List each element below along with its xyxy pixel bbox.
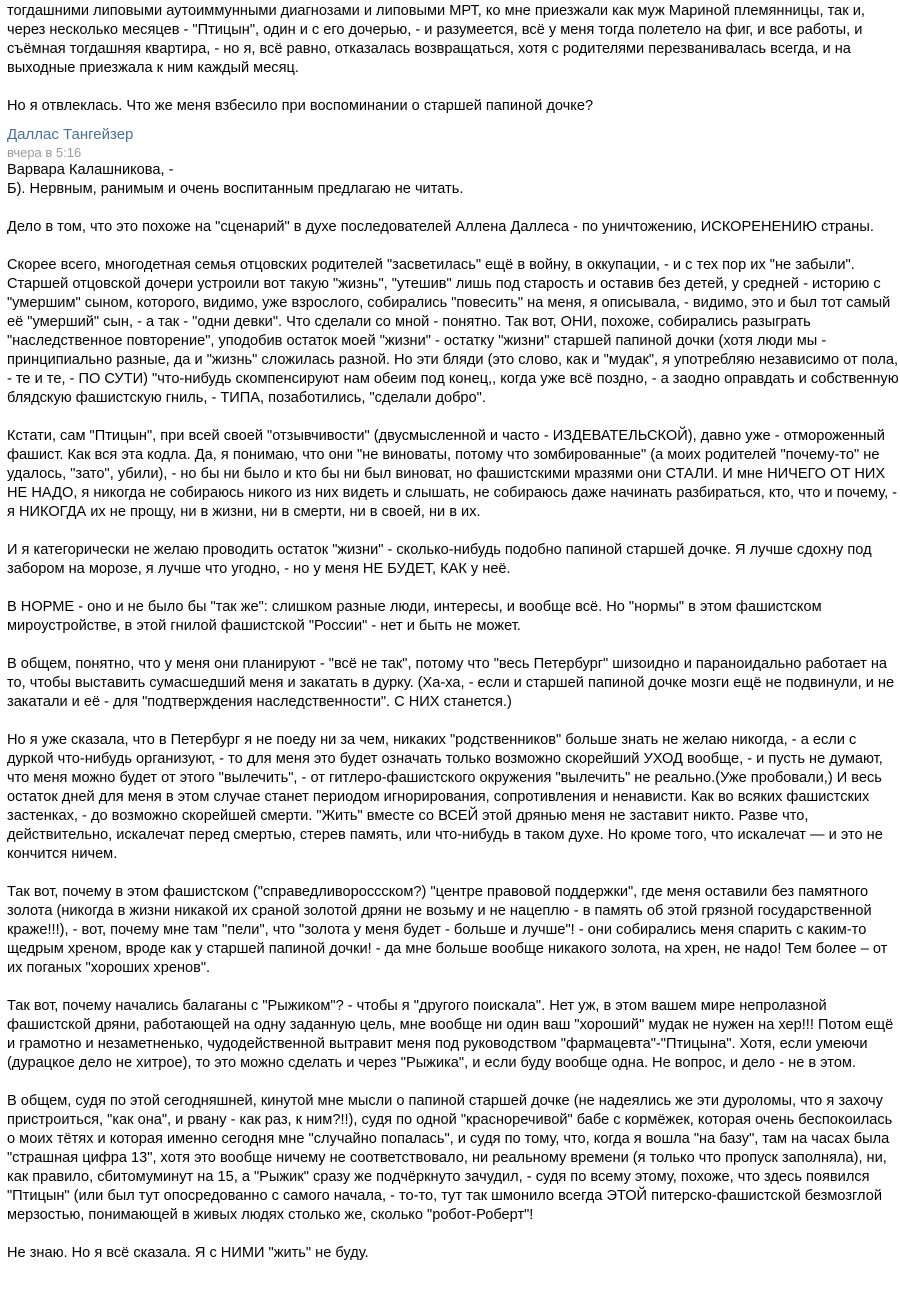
comment-paragraph: Дело в том, что это похоже на "сценарий" в духе последователей Аллена Даллеса - по уничтожению, ИСКОРЕНЕНИЮ страны. xyxy=(7,219,874,235)
comment-header xyxy=(7,125,900,161)
comment-paragraph: Кстати, сам "Птицын", при всей своей "отзывчивости" (двусмысленной и часто - ИЗДЕВАТЕЛЬСКОЙ), давно уже - отмороженный фашист. Как вся эта кодла. Да, я понимаю, что они "не виноваты, потому что зомбированные" (а моих родителей "почему-то" не удалось, "зато", убили), - но бы ни было и кто бы ни был виноват, но фашистскими мразями они СТАЛИ. И мне НИЧЕГО ОТ НИХ НЕ НАДО, я никогда не собираюсь никого из них видеть и слышать, не собираюсь даже начинать разбираться, кто, что и почему, - я НИКОГДА их не прощу, ни в жизни, ни в смерти, ни в своей, ни в их. xyxy=(7,428,898,520)
comment-paragraph: Так вот, почему в этом фашистском ("справедливороссском?) "центре правовой поддержки", где меня оставили без памятного золота (никогда в жизни никакой их сраной золотой дряни не возьму и не нацеплю - в память об этой грязной государственной краже!!!), - вот, почему мне там "пели", что "золота у меня будет - больше и лучше"! - они собирались меня спарить с каким-то щедрым хреном, вроде как у старшей папиной дочки! - да мне больше вообще никакого золота, на хрен, не надо! Тем более – от их поганых "хороших хренов". xyxy=(7,884,888,976)
comment-paragraph: В общем, понятно, что у меня они планируют - "всё не так", потому что "весь Петербург" шизоидно и параноидально работает на то, чтобы выставить сумасшедший меня и закатать в дурку. (Ха-ха, - если и старшей папиной дочке мозги ещё не подвинули, и не закатали и её - для "подтверждения наследственности". С НИХ станется.) xyxy=(7,656,895,710)
comment-paragraph: В общем, судя по этой сегодняшней, кинутой мне мысли о папиной старшей дочке (не надеялись же эти дуроломы, что я захочу пристроиться, "как она", и рвану - как раз, к ним?!!), судя по одной "красноречивой" бабе с кормёжек, которая очень беспокоилась о моих тётях и которая именно сегодня мне "случайно попалась", и судя по тому, что, когда я вошла "на базу", там на часах была "страшная цифра 13", хотя это вообще ничему не соответствовало, ни реальному времени (я только что пропуск заполняла), ни, как правило, сбитомуминут на 15, а "Рыжик" сразу же подчёркнуто зачудил, - судя по всему этому, похоже, что здесь появился "Птицын" (или был тут опосредованно с самого начала, - то-то, тут так шмонило всегда ЭТОЙ питерско-фашистской безмозглой мерзостью, понимающей в живых людях столько же, сколько "робот-Роберт"! xyxy=(7,1093,893,1223)
comment-paragraph: И я категорически не желаю проводить остаток "жизни" - сколько-нибудь подобно папиной старшей дочке. Я лучше сдохну под забором на морозе, я лучше что угодно, - но у меня НЕ БУДЕТ, КАК у неё. xyxy=(7,542,872,577)
intro-question: Но я отвлеклась. Что же меня взбесило при воспоминании о старшей папиной дочке? xyxy=(7,98,594,114)
comment-paragraph: Варвара Калашникова, - Б). Нервным, ранимым и очень воспитанным предлагаю не читать. xyxy=(7,162,464,197)
comment-paragraph: Так вот, почему начались балаганы с "Рыжиком"? - чтобы я "другого поискала". Нет уж, в этом вашем мире непролазной фашистской дряни, работающей на одну заданную цель, мне вообще ни один ваш "хороший" мудак не нужен на хер!!! Потом ещё и грамотно и незаметненько, чудодейственной вытравит меня под руководством "фармацевта"-"Птицына". Хотя, если умеючи (дурацкое дело не хитрое), то это можно сделать и через "Рыжика", и если буду вообще одна. Не вопрос, и дело - не в этом. xyxy=(7,998,894,1071)
comment-paragraph: В НОРМЕ - оно и не было бы "так же": слишком разные люди, интересы, и вообще всё. Но "нормы" в этом фашистском мироустройстве, в этой гнилой фашистской "России" - нет и быть не может. xyxy=(7,599,822,634)
comment-body xyxy=(7,161,900,1263)
intro-paragraph: тогдашними липовыми аутоиммунными диагнозами и липовыми МРТ, ко мне приезжали как муж Мариной племянницы, так и, через несколько месяцев - "Птицын", один и с его дочерью, - и разумеется, всё у меня тогда полетело на фиг, и все работы, и съёмная тогдашняя квартира, - но я, всё равно, отказалась возвращаться, хотя с родителями перезванивалась всегда, и на выходные приезжала к ним каждый месяц. xyxy=(7,3,865,76)
comment-paragraph: Скорее всего, многодетная семья отцовских родителей "засветилась" ещё в войну, в оккупации, - и с тех пор их "не забыли". Старшей отцовской дочери устроили вот такую "жизнь", "утешив" лишь под старость и оставив без детей, у средней - историю с "умершим" сыном, которого, видимо, уже взрослого, собирались "повесить" на меня, я описывала, - видимо, это и был тот самый её "умерший" сын, - а так - "одни девки". Что сделали со мной - понятно. Так вот, ОНИ, похоже, собирались разыграть "наследственное повторение", уподобив остаток моей "жизни" - остатку "жизни" старшей папиной дочки (хотя люди мы - принципиально разные, да и "жизнь" сложилась разной. Но эти бляди (это слово, как и "мудак", я употребляю независимо от пола, - те и те, - ПО СУТИ) "что-нибудь скомпенсируют нам обеим под конец,, когда уже всё поздно, - а заодно оправдать и собственную блядскую фашистскую гниль, - ТИПА, позаботились, "сделали добро". xyxy=(7,257,899,406)
comment-author-link[interactable]: Даллас Тангейзер xyxy=(7,126,134,143)
comment-paragraph: Но я уже сказала, что в Петербург я не поеду ни за чем, никаких "родственников" больше знать не желаю никогда, - а если с дуркой что-нибудь организуют, - то для меня это будет означать только возможно скорейший УХОД вообще, - и пусть не думают, что меня можно будет от этого "вылечить", - от гитлеро-фашистского окружения "вылечить" не реально.(Уже пробовали,) И весь остаток дней для меня в этом случае станет периодом игнорирования, сопротивления и ненависти. Как во всяких фашистских застенках, - до возможно скорейшей смерти. "Жить" вместе со ВСЕЙ этой дрянью меня не заставит никто. Разве что, действительно, искалечат перед смертью, стерев память, или что-нибудь в таком духе. Но кроме того, что искалечат — и это не кончится ничем. xyxy=(7,732,883,862)
comment-paragraph: Не знаю. Но я всё сказала. Я с НИМИ "жить" не буду. xyxy=(7,1245,369,1261)
comment-timestamp[interactable]: вчера в 5:16 xyxy=(7,145,82,160)
